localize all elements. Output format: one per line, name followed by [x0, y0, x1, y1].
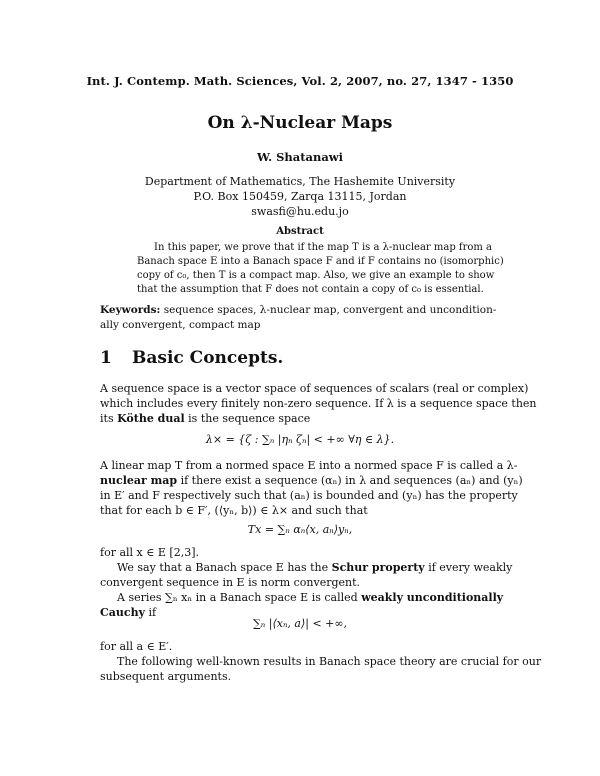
- paper-title: On λ-Nuclear Maps: [207, 113, 393, 133]
- keywords: [100, 303, 500, 333]
- paragraph-schur-property: [100, 560, 513, 590]
- journal-header: Int. J. Contemp. Math. Sciences, Vol. 2, 2007, no. 27, 1347 - 1350: [86, 74, 514, 88]
- abstract-body: [137, 241, 504, 297]
- keywords-text: sequence spaces, λ-nuclear map, convergent and uncondition-: [163, 304, 497, 316]
- abstract-line: Banach space E into a Banach space F and if F contains no (isomorphic): [137, 256, 504, 267]
- text-line: A sequence space is a vector space of sequences of scalars (real or complex): [100, 382, 529, 395]
- abstract-line: In this paper, we prove that if the map T is a λ-nuclear map from a: [154, 242, 493, 253]
- term-kothe-dual: Köthe dual: [117, 412, 185, 425]
- section-title: Basic Concepts.: [132, 348, 284, 368]
- affiliation-address: P.O. Box 150459, Zarqa 13115, Jordan: [193, 190, 407, 203]
- text-line: convergent sequence in E is norm convergent.: [100, 576, 361, 589]
- text-fragment: A series ∑ₙ xₙ in a Banach space E is called: [117, 591, 358, 604]
- paragraph-wuc: [100, 590, 504, 620]
- equation-kothe-dual: λ× = {ζ : ∑ₙ |ηₙ ζₙ| < +∞ ∀η ∈ λ}.: [205, 433, 395, 446]
- text-fragment: if every weakly: [428, 561, 513, 574]
- term-schur-property: Schur property: [331, 561, 425, 574]
- text-line: that for each b ∈ F′, (⟨yₙ, b⟩) ∈ λ× and such that: [100, 504, 368, 517]
- equation-nuclear-map: Tx = ∑ₙ αₙ⟨x, aₙ⟩yₙ,: [247, 523, 353, 536]
- text-line: in E′ and F respectively such that (aₙ) is bounded and (yₙ) has the property: [100, 489, 518, 502]
- text-fragment: its: [100, 412, 114, 425]
- section-heading: [100, 348, 283, 368]
- paragraph-results-intro: [100, 654, 542, 684]
- equation-wuc: ∑ₙ |⟨xₙ, a⟩| < +∞,: [252, 617, 348, 630]
- term-cauchy: Cauchy: [100, 606, 145, 619]
- affiliation-department: Department of Mathematics, The Hashemite University: [144, 175, 456, 188]
- text-line: subsequent arguments.: [100, 670, 232, 683]
- text-fragment: We say that a Banach space E has the: [117, 561, 329, 574]
- term-weakly-unconditionally: weakly unconditionally: [361, 591, 504, 604]
- text-line: A linear map T from a normed space E into a normed space F is called a λ-: [100, 459, 518, 472]
- paragraph-sequence-space: [100, 381, 537, 426]
- text-line: for all x ∈ E [2,3].: [100, 546, 199, 559]
- paragraph-nuclear-map: [100, 458, 523, 518]
- section-number: 1: [100, 348, 112, 368]
- abstract-line: copy of c₀, then T is a compact map. Also, we give an example to show: [137, 270, 495, 281]
- affiliation-email: swasfi@hu.edu.jo: [251, 205, 349, 218]
- text-fragment: if: [148, 606, 157, 619]
- text-line: The following well-known results in Banach space theory are crucial for our: [117, 655, 542, 668]
- term-nuclear-map: nuclear map: [100, 474, 178, 487]
- text-line: for all a ∈ E′.: [100, 640, 173, 653]
- author-name: W. Shatanawi: [256, 150, 344, 164]
- paragraph-nuclear-map-end: [100, 545, 500, 560]
- affiliation: [0, 174, 600, 219]
- abstract-heading: Abstract: [276, 226, 324, 237]
- text-fragment: if there exist a sequence (αₙ) in λ and sequences (aₙ) and (yₙ): [180, 474, 523, 487]
- keywords-label: Keywords:: [100, 304, 161, 316]
- paragraph-wuc-end: [100, 639, 500, 654]
- text-line: which includes every finitely non-zero sequence. If λ is a sequence space then: [100, 397, 537, 410]
- keywords-text-cont: ally convergent, compact map: [100, 319, 261, 331]
- abstract-line: that the assumption that F does not contain a copy of c₀ is essential.: [137, 284, 484, 295]
- text-fragment: is the sequence space: [188, 412, 311, 425]
